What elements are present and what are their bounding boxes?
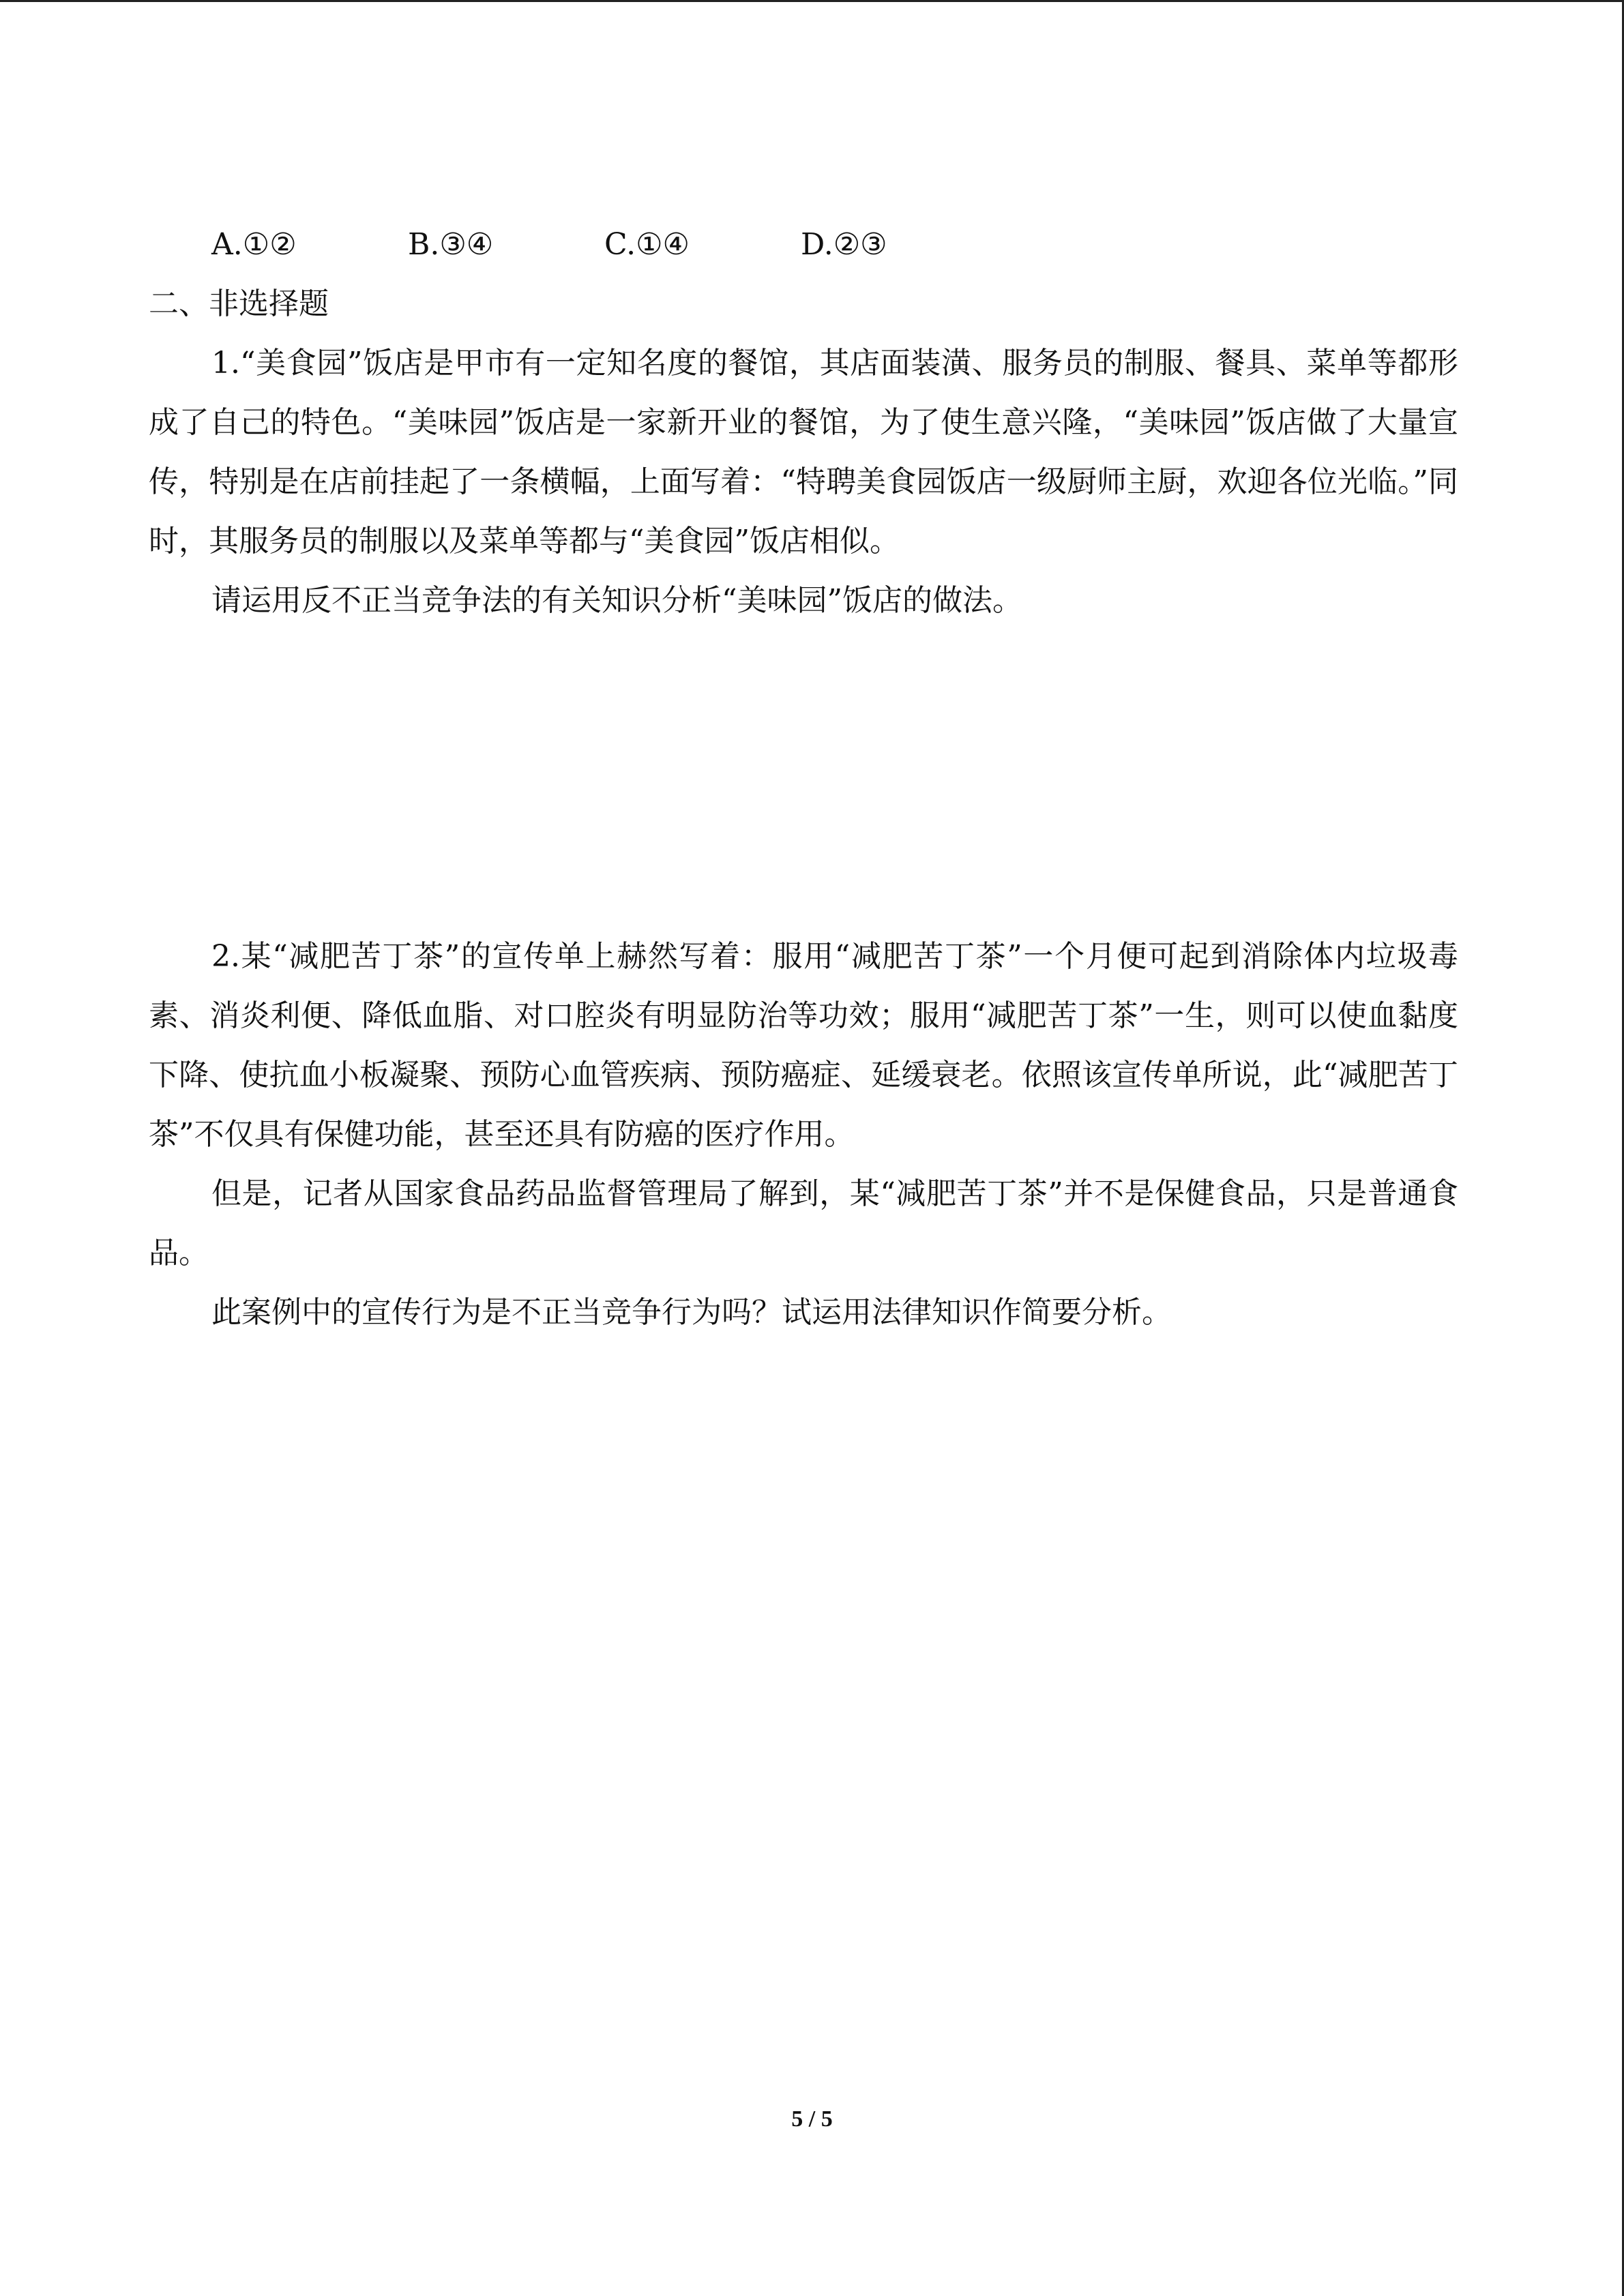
question-1-prompt: 请运用反不正当竞争法的有关知识分析“美味园”饭店的做法。: [211, 583, 1022, 618]
answer-space-1: [149, 630, 1458, 927]
option-b: B.③④: [408, 227, 494, 262]
question-1-text: 1.“美食园”饭店是甲市有一定知名度的餐馆，其店面装潢、服务员的制服、餐具、菜单等都形成了自己的特色。“美味园”饭店是一家新开业的餐馆，为了使生意兴隆，“美味园”饭店做了大量宣传，特别是在店前挂起了一条横幅，上面写着：“特聘美食园饭店一级厨师主厨，欢迎各位光临。”同时，其服务员的制服以及菜单等都与“美食园”饭店相似。: [149, 346, 1458, 558]
answer-options: [149, 215, 1458, 274]
section-title: 二、非选择题: [149, 286, 329, 321]
question-2-note: 但是，记者从国家食品药品监督管理局了解到，某“减肥苦丁茶”并不是保健食品，只是普通食品。: [149, 1176, 1458, 1270]
option-c: C.①④: [604, 227, 690, 262]
question-2-text: 2.某“减肥苦丁茶”的宣传单上赫然写着：服用“减肥苦丁茶”一个月便可起到消除体内垃圾毒素、消炎利便、降低血脂、对口腔炎有明显防治等功效；服用“减肥苦丁茶”一生，则可以使血黏度下降、使抗血小板凝聚、预防心血管疾病、预防癌症、延缓衰老。依照该宣传单所说，此“减肥苦丁茶”不仅具有保健功能，甚至还具有防癌的医疗作用。: [149, 939, 1459, 1152]
page-content: [149, 215, 1458, 1342]
page-number: 5 / 5: [791, 2106, 833, 2132]
question-2-prompt: 此案例中的宣传行为是不正当竞争行为吗？试运用法律知识作简要分析。: [211, 1295, 1172, 1330]
option-a: A.①②: [211, 227, 297, 262]
option-d: D.②③: [801, 227, 887, 262]
